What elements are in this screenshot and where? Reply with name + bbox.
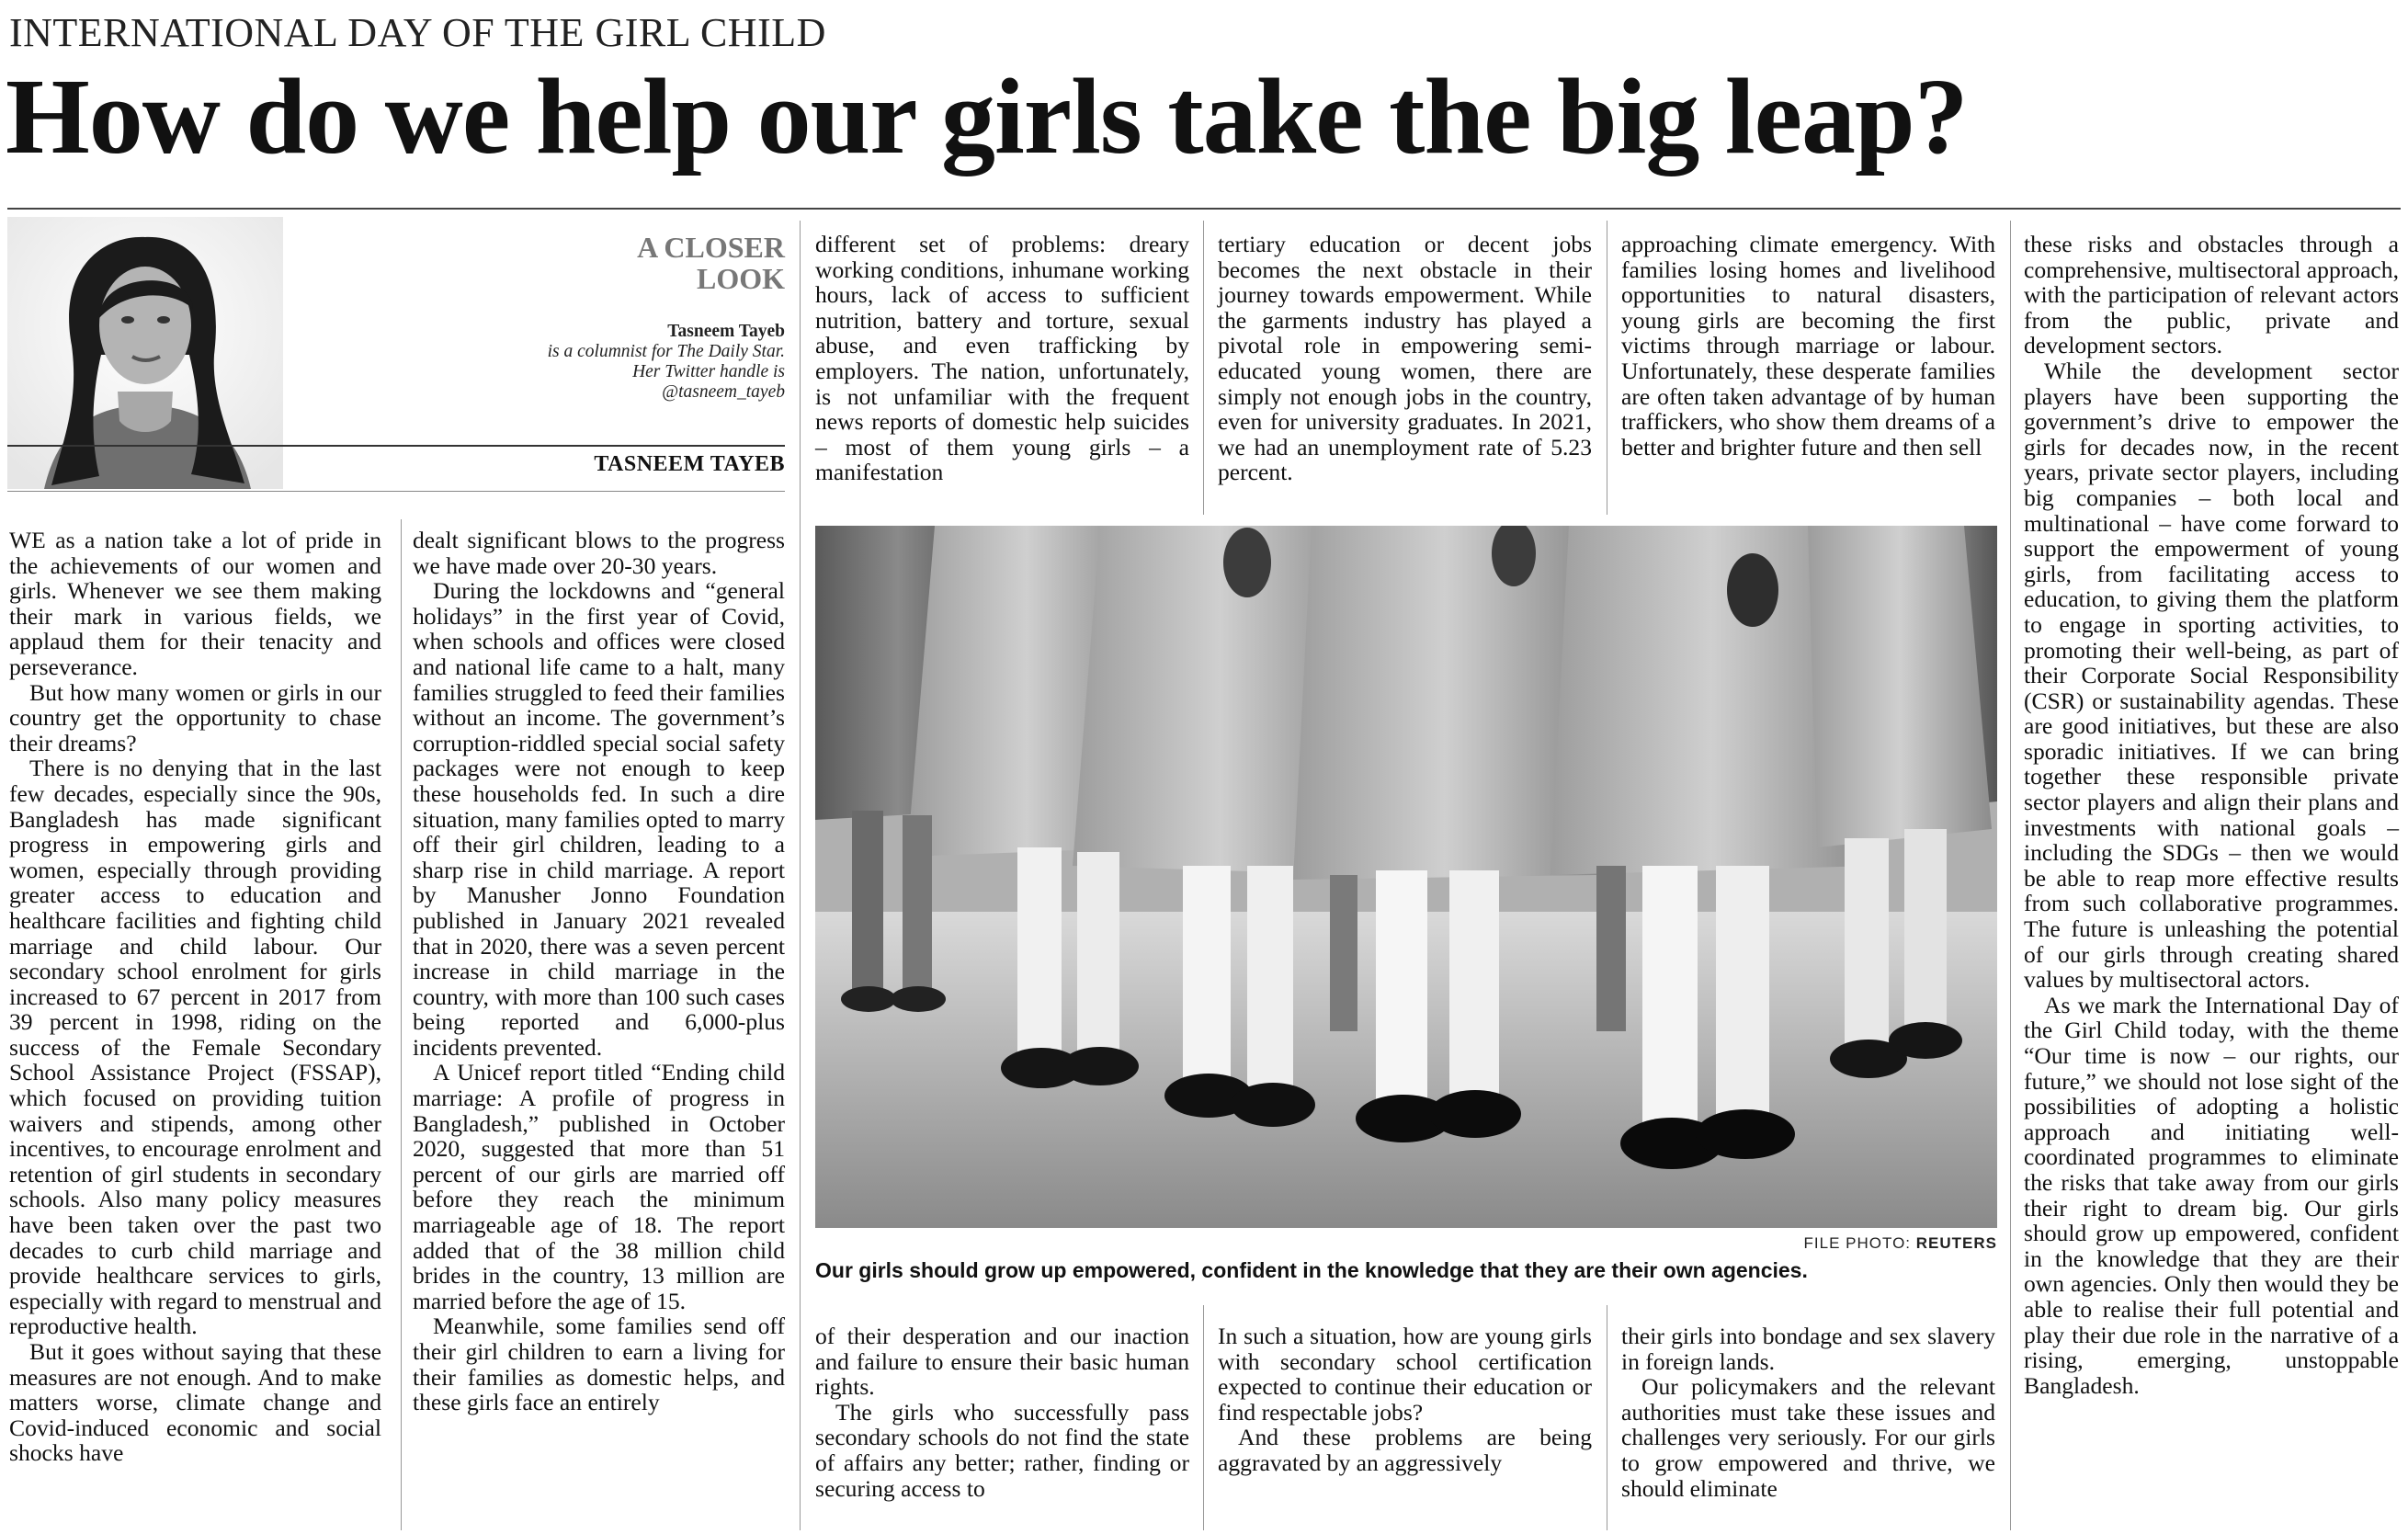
article-column-6 (2024, 232, 2399, 1398)
author-portrait-image (7, 217, 283, 489)
paragraph: different set of problems: dreary working conditions, inhumane working hours, lack of access to sufficient nutrition, battery and torture, sexual abuse, and even trafficking by employers. The nation, unfortunately, is not unfamiliar with the frequent news reports of domestic help suicides – most of them young girls – a manifestation (815, 231, 1189, 486)
paragraph: The girls who successfully pass secondary schools do not find the state of affairs any better; rather, finding or securing access to (815, 1398, 1189, 1502)
paragraph: WE as a nation take a lot of pride in the achievements of our women and girls. Whenever we see them making their mark in various fields, we applaud them for their tenacity and perseverance. (9, 527, 381, 680)
paragraph: dealt significant blows to the progress we have made over 20-30 years. (413, 527, 785, 579)
column-title-line1: A CLOSER (637, 231, 785, 264)
paragraph: There is no denying that in the last few decades, especially since the 90s, Bangladesh has made significant progress in empowering girls and women, especially through providing greater access to education and healthcare facilities and fighting child marriage and child labour. Our secondary school enrolment for girls increased to 67 percent in 2017 from 39 percent in 1998, riding on the success of the Female Secondary School Assistance Project (FSSAP), which focused on providing tuition waivers and stipends, among other incentives, to encourage enrolment and retention of girl students in secondary schools. Also many policy measures have been taken over the past two decades to curb child marriage and provide healthcare services to girls, especially with regard to menstrual and reproductive health. (9, 755, 381, 1340)
article-column-3-top (815, 232, 1189, 485)
column-divider (1203, 1305, 1204, 1530)
column-divider (401, 519, 402, 1530)
schoolgirls-photo (815, 526, 1997, 1228)
paragraph: their girls into bondage and sex slavery in foreign lands. (1621, 1323, 1995, 1375)
photo-credit (1562, 1234, 1997, 1253)
paragraph: Meanwhile, some families send off their girl children to earn a living for their families as domestic helps, and these girls face an entirely (413, 1312, 785, 1416)
paragraph: of their desperation and our inaction and failure to ensure their basic human rights. (815, 1323, 1189, 1401)
bio-line1: is a columnist for The Daily Star. (547, 342, 785, 361)
article-column-4-top (1218, 232, 1592, 485)
paragraph: these risks and obstacles through a comprehensive, multisectoral approach, with the participation of relevant actors from the public, private and development sectors. (2024, 231, 2399, 359)
article-column-2 (413, 528, 785, 1415)
column-divider (800, 221, 801, 1530)
photo-credit-source: REUTERS (1915, 1234, 1997, 1252)
paragraph: approaching climate emergency. With families losing homes and livelihood opportunities to natural disasters, young girls are becoming the first victims through marriage or labour. Unfortunately, these desperate families are often taken advantage of by human traffickers, who show them dreams of a better and brighter future and then sell (1621, 231, 1995, 460)
paragraph: In such a situation, how are young girls with secondary school certification expected to continue their education or find respectable jobs? (1218, 1323, 1592, 1426)
author-bio (478, 322, 785, 403)
paragraph: But it goes without saying that these measures are not enough. And to make matters worse, climate change and Covid-induced economic and social shocks have (9, 1338, 381, 1467)
bio-line3: @tasneem_tayeb (662, 382, 785, 402)
byline-rule (7, 445, 785, 447)
article-column-5-bottom (1621, 1324, 1995, 1501)
article-column-3-bottom (815, 1324, 1189, 1501)
photo-caption: Our girls should grow up empowered, confident in the knowledge that they are their own agencies. (815, 1258, 1808, 1282)
article-column-1 (9, 528, 381, 1466)
column-divider (1203, 221, 1204, 515)
headline: How do we help our girls take the big leap? (6, 56, 1968, 176)
paragraph: While the development sector players have been supporting the government’s drive to empower the girls for decades now, in the recent years, private sector players, including big companies – both local and multinational – have come forward to support the empowerment of young girls, from facilitating access to education, to giving them the platform to engage in sporting activities, to promoting their well-being, as part of their Corporate Social Responsibility (CSR) or sustainability agendas. These are good initiatives, but these are also sporadic initiatives. If we can bring together these responsible private sector players and align their plans and investments with national goals – including the SDGs – then we would be able to reap more effective results from such collaborative programmes. The future is unleashing the potential of our girls through creating shared values by multisectoral actors. (2024, 357, 2399, 994)
column-title-line2: LOOK (696, 262, 785, 295)
byline: TASNEEM TAYEB (594, 452, 785, 476)
column-divider (2010, 221, 2011, 1530)
article-column-4-bottom (1218, 1324, 1592, 1476)
paragraph: As we mark the International Day of the Girl Child today, with the theme “Our time is now – our rights, our future,” we should not lose sight of the possibilities of adopting a holistic approach and initiating well-coordinated programmes to eliminate the risks that take away from our girls their right to dream big. Our girls should grow up empowered, confident in the knowledge that they are their own agencies. Only then would they be able to realise their full potential and play their due role in the narrative of a rising, emerging, unstoppable Bangladesh. (2024, 991, 2399, 1399)
column-title (515, 232, 785, 294)
bio-line2: Her Twitter handle is (632, 362, 785, 381)
headline-rule (7, 208, 2401, 210)
paragraph: tertiary education or decent jobs becomes the next obstacle in their journey towards empowerment. While the garments industry has played a pivotal role in empowering semi-educated young women, there are simply not enough jobs in the country, even for university graduates. In 2021, we had an unemployment rate of 5.23 percent. (1218, 231, 1592, 486)
article-column-5-top (1621, 232, 1995, 460)
paragraph: And these problems are being aggravated by an aggressively (1218, 1424, 1592, 1476)
paragraph: Our policymakers and the relevant authorities must take these issues and challenges very seriously. For our girls to grow empowered and thrive, we should eliminate (1621, 1373, 1995, 1502)
author-portrait (7, 217, 283, 489)
paragraph: But how many women or girls in our country get the opportunity to chase their dreams? (9, 678, 381, 756)
kicker: INTERNATIONAL DAY OF THE GIRL CHILD (9, 10, 826, 55)
paragraph: During the lockdowns and “general holidays” in the first year of Covid, when schools and offices were closed and national life came to a halt, many families struggled to feed their families without an income. The government’s corruption-riddled special social safety packages were not enough to keep these households fed. In such a dire situation, many families opted to marry off their girl children, leading to a sharp rise in child marriage. A report by Manusher Jonno Foundation published in January 2021 revealed that in 2020, there was a seven percent increase in child marriage in the country, with more than 100 such cases being reported and 6,000-plus incidents prevented. (413, 577, 785, 1061)
article-photo (815, 526, 1997, 1228)
paragraph: A Unicef report titled “Ending child marriage: A profile of progress in Bangladesh,” published in October 2020, suggested that more than 51 percent of our girls are married off before they reach the minimum marriageable age of 18. The report added that of the 38 million child brides in the country, 13 million are married before the age of 15. (413, 1059, 785, 1314)
section-rule (7, 491, 785, 492)
author-name: Tasneem Tayeb (667, 322, 785, 341)
photo-credit-prefix: FILE PHOTO: (1803, 1234, 1916, 1252)
